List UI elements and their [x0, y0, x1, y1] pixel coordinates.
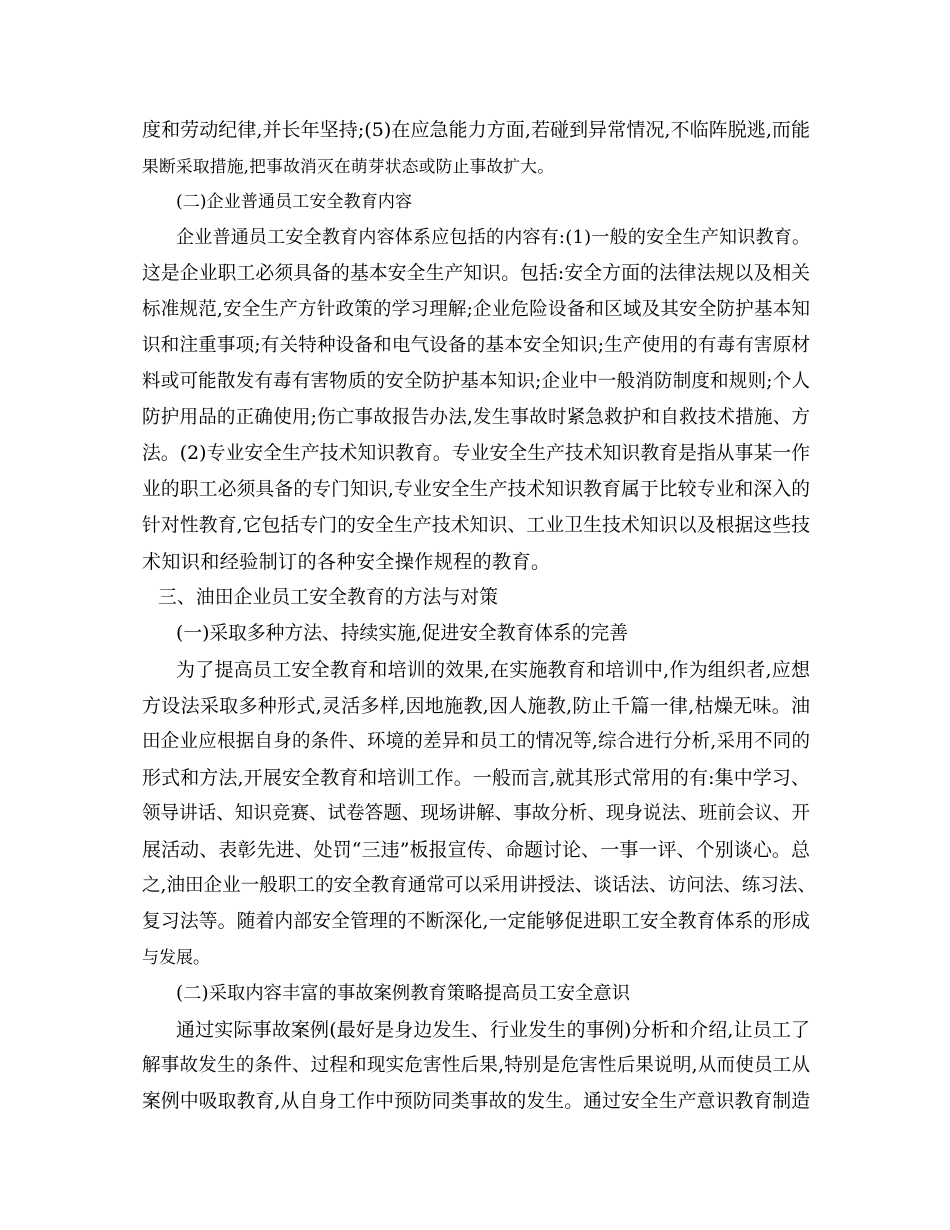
text-line: 法。(2)专业安全生产技术知识教育。专业安全生产技术知识教育是指从事某一作 [142, 443, 811, 464]
text-line: 领导讲话、知识竞赛、试卷答题、现场讲解、事故分析、现身说法、班前会议、开 [142, 803, 811, 824]
text-line: 为了提高员工安全教育和培训的效果,在实施教育和培训中,作为组织者,应想 [176, 659, 811, 681]
text-line: 方设法采取多种形式,灵活多样,因地施教,因人施教,防止千篇一律,枯燥无味。油 [142, 695, 811, 717]
section-heading: (一)采取多种方法、持续实施,促进安全教育体系的完善 [176, 623, 629, 644]
text-line: 之,油田企业一般职工的安全教育通常可以采用讲授法、谈话法、访问法、练习法、 [142, 875, 817, 896]
text-line: 企业普通员工安全教育内容体系应包括的内容有:(1)一般的安全生产知识教育。 [176, 227, 811, 248]
text-line: 识和注重事项;有关特种设备和电气设备的基本安全知识;生产使用的有毒有害原材 [142, 335, 811, 356]
section-heading: (二)企业普通员工安全教育内容 [176, 192, 413, 212]
text-line: 展活动、表彰先进、处罚“三违”板报宣传、命题讨论、一事一评、个别谈心。总 [142, 839, 811, 861]
text-line: 田企业应根据自身的条件、环境的差异和员工的情况等,综合进行分析,采用不同的 [142, 731, 811, 752]
text-line: 解事故发生的条件、过程和现实危害性后果,特别是危害性后果说明,从而使员工从 [142, 1055, 811, 1076]
text-line: 料或可能散发有毒有害物质的安全防护基本知识;企业中一般消防制度和规则;个人 [142, 371, 811, 392]
section-heading: 三、油田企业员工安全教育的方法与对策 [158, 587, 499, 608]
text-line: 果断采取措施,把事故消灭在萌芽状态或防止事故扩大。 [142, 156, 555, 176]
text-line: 术知识和经验制订的各种安全操作规程的教育。 [142, 551, 551, 573]
text-line: 针对性教育,它包括专门的安全生产技术知识、工业卫生技术知识以及根据这些技 [142, 515, 811, 536]
text-line: 通过实际事故案例(最好是身边发生、行业发生的事例)分析和介绍,让员工了 [176, 1019, 811, 1041]
text-line: 与发展。 [142, 948, 210, 968]
text-line: 复习法等。随着内部安全管理的不断深化,一定能够促进职工安全教育体系的形成 [142, 911, 811, 932]
text-line: 业的职工必须具备的专门知识,专业安全生产技术知识教育属于比较专业和深入的 [142, 479, 811, 500]
text-line: 防护用品的正确使用;伤亡事故报告办法,发生事故时紧急救护和自救技术措施、方 [142, 407, 811, 428]
section-heading: (二)采取内容丰富的事故案例教育策略提高员工安全意识 [176, 983, 631, 1004]
text-line: 标准规范,安全生产方针政策的学习理解;企业危险设备和区域及其安全防护基本知 [142, 299, 811, 320]
text-line: 案例中吸取教育,从自身工作中预防同类事故的发生。通过安全生产意识教育制造 [142, 1091, 811, 1112]
text-line: 形式和方法,开展安全教育和培训工作。一般而言,就其形式常用的有:集中学习、 [142, 767, 811, 789]
text-line: 这是企业职工必须具备的基本安全生产知识。包括:安全方面的法律法规以及相关 [142, 263, 811, 284]
text-line: 度和劳动纪律,并长年坚持;(5)在应急能力方面,若碰到异常情况,不临阵脱逃,而能 [142, 119, 811, 141]
